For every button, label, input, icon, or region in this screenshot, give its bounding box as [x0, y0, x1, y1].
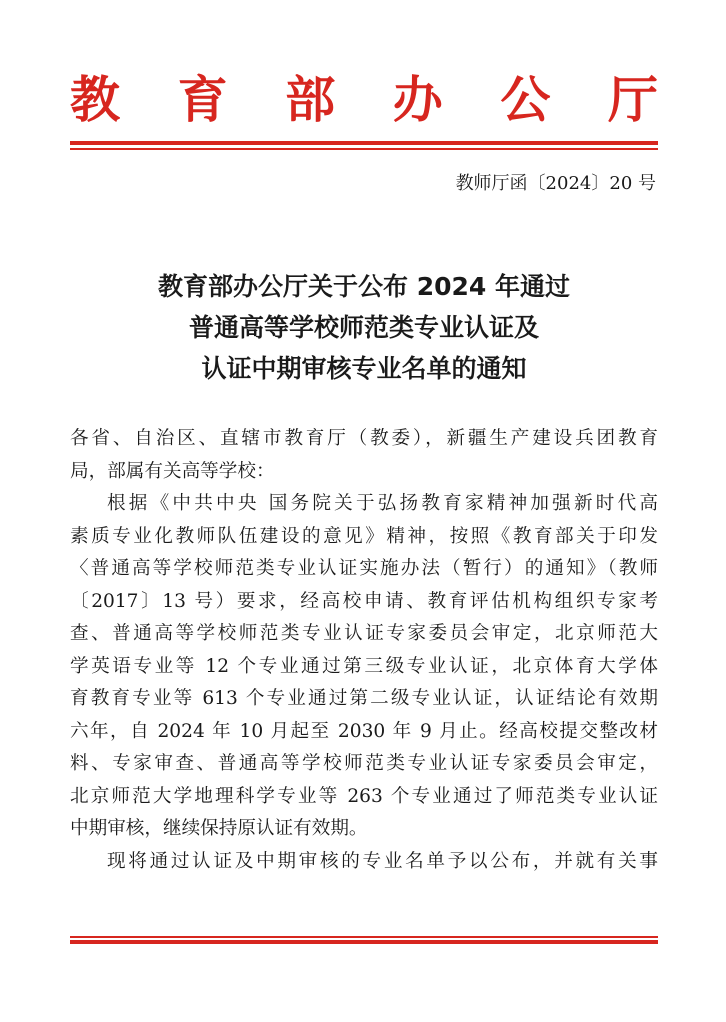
footer-red-rule-thick	[70, 940, 658, 944]
document-number: 教师厅函〔2024〕20 号	[455, 173, 656, 194]
body-line: 现将通过认证及中期审核的专业名单予以公布，并就有关事	[107, 850, 658, 872]
body-line: 查、普通高等学校师范类专业认证专家委员会审定，北京师范大	[70, 623, 658, 644]
body-line: 学英语专业等 12 个专业通过第三级专业认证，北京体育大学体	[70, 655, 658, 677]
body-line: 中期审核，继续保持原认证有效期。	[70, 818, 368, 839]
issuing-office-header	[70, 70, 658, 130]
body-line: 六年，自 2024 年 10 月起至 2030 年 9 月止。经高校提交整改材	[70, 720, 658, 742]
header-red-rule-thin	[70, 148, 658, 150]
body-line: 育教育专业等 613 个专业通过第二级专业认证，认证结论有效期	[70, 688, 658, 709]
footer-red-rule-thin	[70, 936, 658, 938]
body-line: 〈普通高等学校师范类专业认证实施办法（暂行）的通知》（教师	[70, 558, 658, 579]
header-char: 部	[285, 70, 336, 129]
header-char: 办	[392, 70, 443, 129]
header-red-rule-thick	[70, 141, 658, 145]
body-line: 北京师范大学地理科学专业等 263 个专业通过了师范类专业认证	[70, 785, 658, 807]
notice-body	[70, 423, 658, 878]
header-char: 教	[70, 70, 120, 129]
body-line: 〔2017〕13 号）要求，经高校申请、教育评估机构组织专家考	[70, 590, 658, 612]
notice-title	[70, 266, 658, 389]
body-line: 根据《中共中央 国务院关于弘扬教育家精神加强新时代高	[107, 493, 658, 514]
header-char: 公	[500, 70, 551, 129]
header-char: 育	[177, 70, 228, 129]
notice-title-line: 认证中期审核专业名单的通知	[201, 354, 527, 383]
body-line: 各省、自治区、直辖市教育厅（教委），新疆生产建设兵团教育	[70, 428, 658, 449]
body-line: 局，部属有关高等学校：	[70, 460, 275, 482]
notice-title-line: 普通高等学校师范类专业认证及	[188, 313, 539, 342]
body-line: 素质专业化教师队伍建设的意见》精神，按照《教育部关于印发	[70, 525, 658, 547]
body-line: 料、专家审查、普通高等学校师范类专业认证专家委员会审定，	[70, 753, 658, 774]
notice-title-line: 教育部办公厅关于公布 2024 年通过	[158, 272, 570, 301]
header-char: 厅	[607, 70, 658, 129]
